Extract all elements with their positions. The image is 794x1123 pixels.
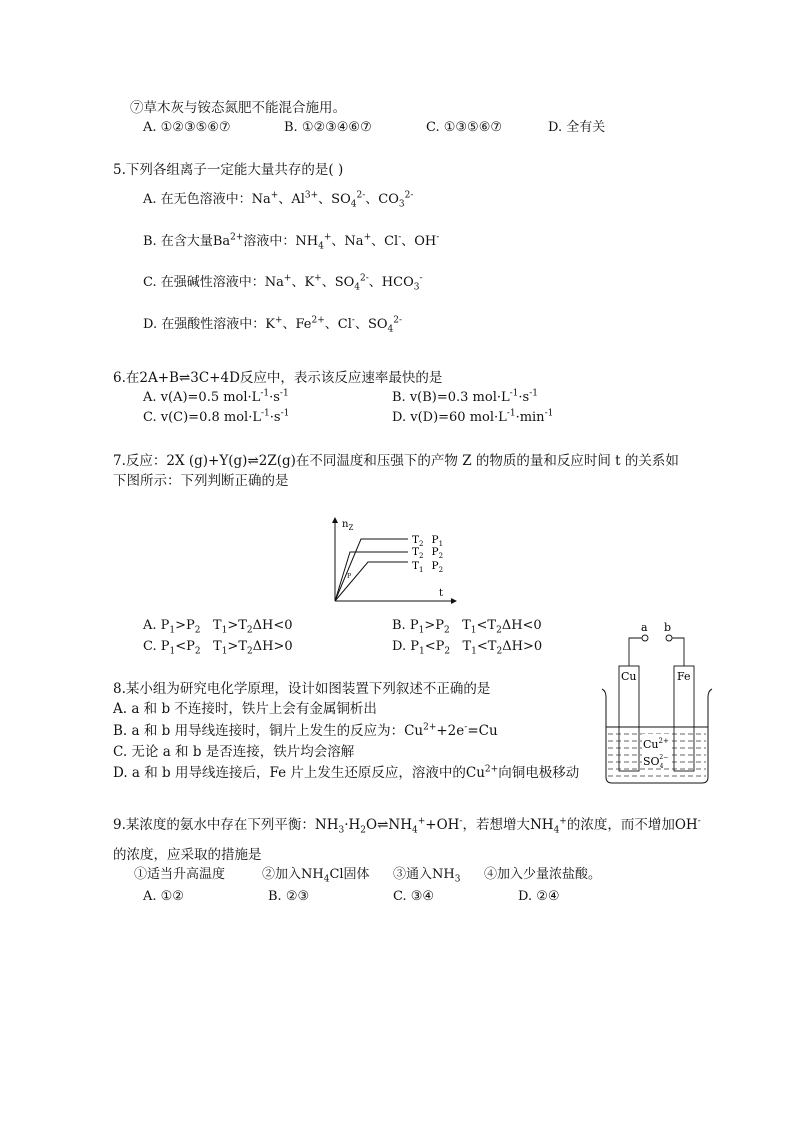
q5-option-a: A. 在无色溶液中：Na+、$Al^{3+}$、$SO_4^{2-}$、$CO_3^{2-}$ <box>143 190 414 210</box>
q6-stem: 6.在2A+B⇌3C+4D反应中，表示该反应速率最快的是 <box>113 370 443 386</box>
curve-t2-p1 <box>335 539 408 601</box>
q9-measure-1: ①适当升高温度 <box>134 867 226 882</box>
q6-option-c: C. v(C)=0.8 $mol\cdot L^{-1}\cdot s^{-1}$ <box>143 408 290 425</box>
q4-option-b: B. ①②③④⑥⑦ <box>284 120 372 135</box>
q8-electrochemical-cell <box>598 617 728 787</box>
y-axis-label: $n_Z$ <box>342 519 354 532</box>
curve-t2-p2 <box>335 552 408 601</box>
x-axis-label: t <box>439 588 444 599</box>
q9-option-b: B. ②③ <box>268 889 310 904</box>
wire-right <box>672 638 684 666</box>
q6-option-d: D. v(D)=60 $mol\cdot L^{-1}\cdot\min^{-1}$ <box>392 408 554 425</box>
curve-label-1: $T_2$ $P_1$ <box>412 534 444 548</box>
q9-measure-3: ③通入$NH_3$ <box>393 867 461 885</box>
q4-option-d: D. 全有关 <box>548 120 606 135</box>
q4-item7: ⑦草木灰与铵态氮肥不能混合施用。 <box>130 100 346 116</box>
terminal-b <box>666 635 672 641</box>
curve-small-label: P <box>347 573 352 580</box>
q8-stem: 8.某小组为研究电化学原理，设计如图装置下列叙述不正确的是 <box>113 681 491 697</box>
q7-option-d: D. $P_1<P_2$ $T_1<T_2\Delta H>0$ <box>392 639 543 657</box>
curve-label-3: $T_1$ $P_2$ <box>412 560 444 574</box>
q9-measure-4: ④加入少量浓盐酸。 <box>484 867 602 882</box>
q7-option-b: B. $P_1>P_2$ $T_1<T_2\Delta H<0$ <box>392 618 542 636</box>
q9-stem: 9.某浓度的氨水中存在下列平衡：$NH_3\cdot H_2O\rightleftharpoons NH_4^++OH^-$，若想增大$NH_4^+$的浓度，而不增加OH- <box>113 816 701 836</box>
q4-option-a: A. ①②③⑤⑥⑦ <box>143 120 231 135</box>
q7-nz-t-graph <box>326 512 462 606</box>
terminal-a <box>642 635 648 641</box>
q9-measure-2: ②加入$NH_4Cl$固体 <box>262 867 370 885</box>
q8-option-c: C. 无论 a 和 b 是否连接，铁片均会溶解 <box>113 744 355 760</box>
ion-so4-2minus: $SO_42-$ <box>643 754 669 770</box>
q6-option-a: A. v(A)=0.5 $mol\cdot L^{-1}\cdot s^{-1}$ <box>143 388 289 405</box>
q8-option-b: B. a 和 b 用导线连接时，铜片上发生的反应为：$Cu^{2+}+2e^-=Cu$ <box>113 722 498 739</box>
q7-stem-line1: 7.反应：2X (g)+Y(g)⇌2Z(g)在不同温度和压强下的产物 Z 的物质的量和反应时间 t 的关系如 <box>113 453 679 469</box>
curve-t1-p2 <box>335 562 408 601</box>
q5-stem: 5.下列各组离子一定能大量共存的是( ) <box>113 162 344 178</box>
q9-option-d: D. ②④ <box>518 889 560 904</box>
q8-option-a: A. a 和 b 不连接时，铁片上会有金属铜析出 <box>113 701 377 717</box>
q7-option-c: C. $P_1<P_2$ $T_1>T_2\Delta H>0$ <box>143 639 293 657</box>
q9-option-a: A. ①② <box>143 889 184 904</box>
ion-cu2plus: $Cu^{2+}$ <box>643 737 669 751</box>
wire-left <box>629 638 642 666</box>
terminal-b-label: b <box>664 621 672 634</box>
q6-option-b: B. v(B)=0.3 $mol\cdot L^{-1}\cdot s^{-1}$ <box>392 388 539 405</box>
q7-option-a: A. $P_1>P_2$ $T_1>T_2\Delta H<0$ <box>143 618 293 636</box>
q4-option-c: C. ①③⑤⑥⑦ <box>426 120 503 135</box>
q7-stem-line2: 下图所示：下列判断正确的是 <box>113 473 289 489</box>
q5-option-c: C. 在强碱性溶液中：Na+、K+、$SO_4^{2-}$、$HCO_3^-$ <box>143 273 423 293</box>
q9-stem-line2: 的浓度，应采取的措施是 <box>113 847 262 863</box>
terminal-a-label: a <box>641 621 648 634</box>
q9-option-c: C. ③④ <box>393 889 435 904</box>
fe-electrode-label: Fe <box>677 670 691 683</box>
cu-electrode-label: Cu <box>621 670 637 683</box>
q8-option-d: D. a 和 b 用导线连接后，Fe 片上发生还原反应，溶液中的$Cu^{2+}$向铜电极移动 <box>113 764 580 781</box>
q5-option-d: D. 在强酸性溶液中：K+、$Fe^{2+}$、Cl-、$SO_4^{2-}$ <box>143 315 403 335</box>
curve-label-2: $T_2$ $P_2$ <box>412 546 444 560</box>
q5-option-b: B. 在含大量$Ba^{2+}$溶液中：$NH_4^+$、Na+、Cl-、OH- <box>143 232 440 252</box>
